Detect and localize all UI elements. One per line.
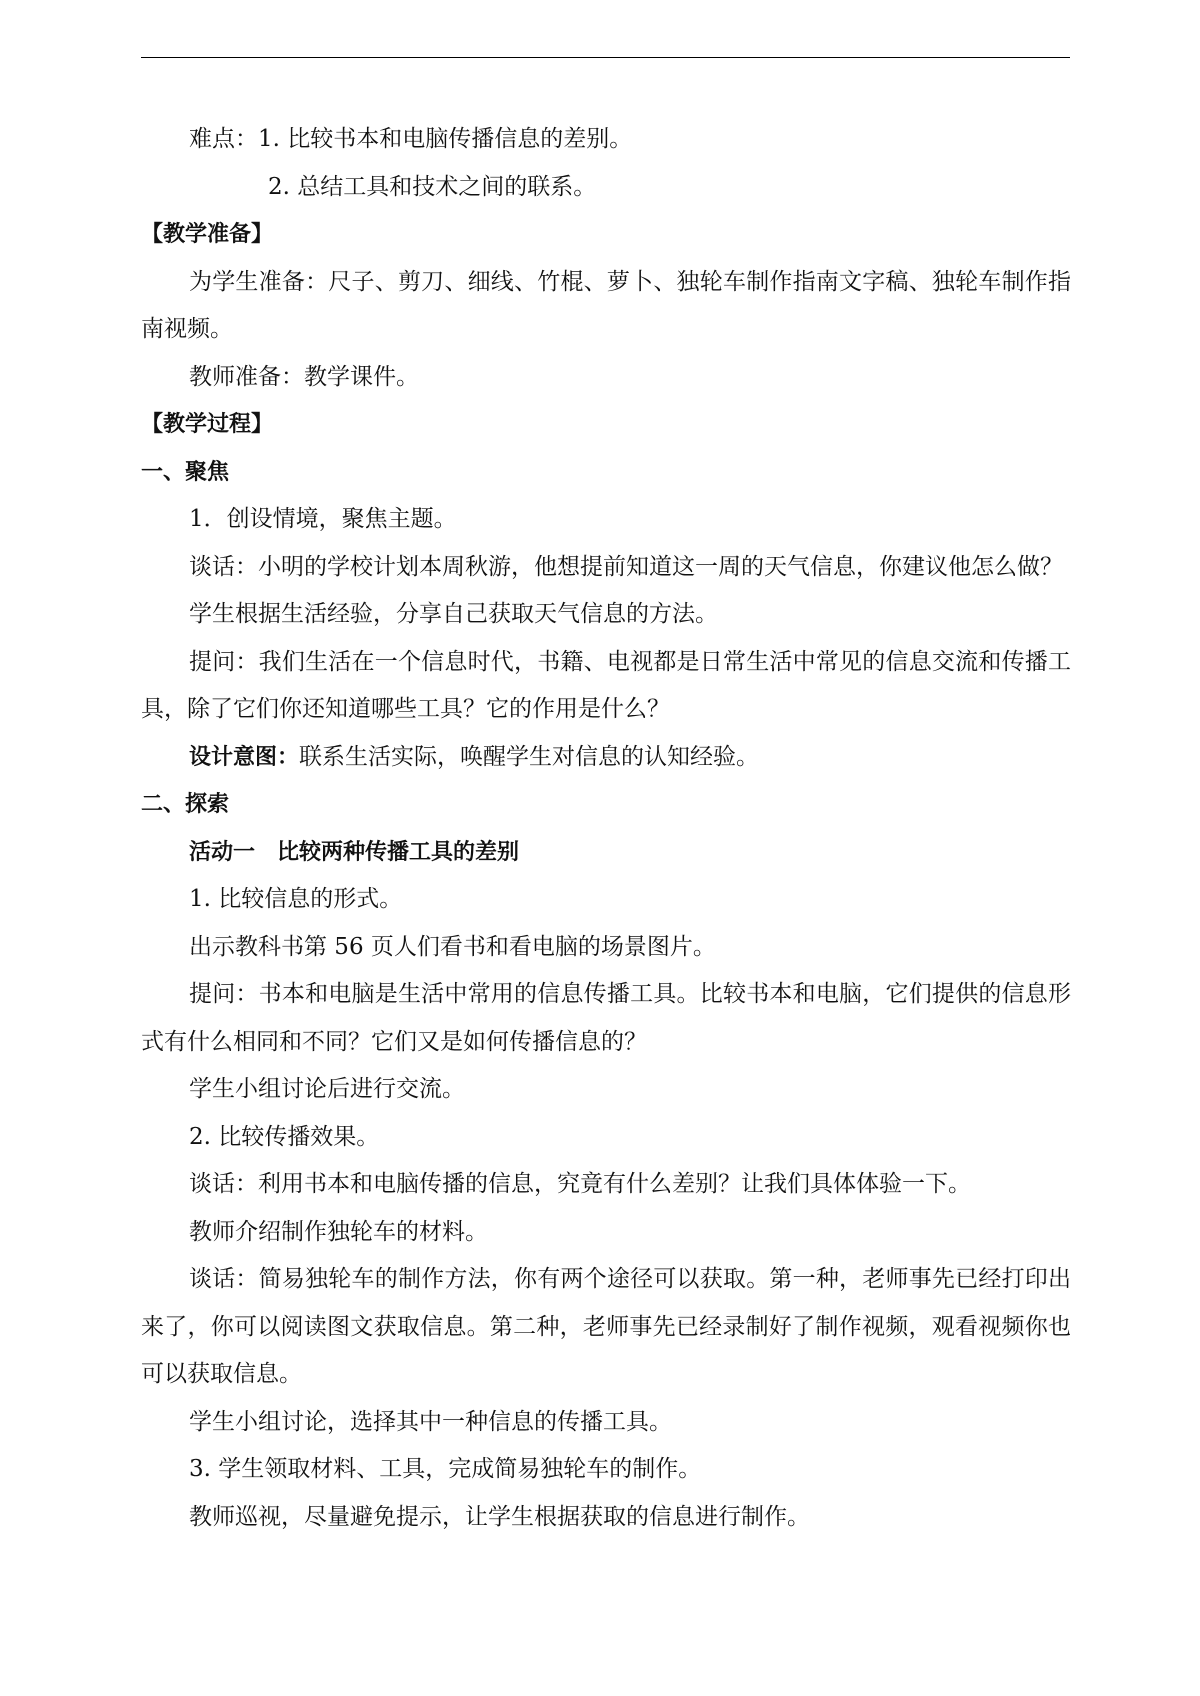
difficulty-line-1: 难点：1. 比较书本和电脑传播信息的差别。 xyxy=(189,126,633,152)
section-explore-heading: 二、探索 xyxy=(141,792,230,817)
design-intent-label: 设计意图： xyxy=(189,744,300,770)
activity-teacher-intro-paragraph: 教师介绍制作独轮车的材料。 xyxy=(189,1218,488,1245)
activity-choose-paragraph: 学生小组讨论，选择其中一种信息的传播工具。 xyxy=(189,1408,672,1435)
activity-item-3: 3. 学生领取材料、工具，完成简易独轮车的制作。 xyxy=(189,1456,702,1482)
section-focus-heading: 一、聚焦 xyxy=(141,459,230,485)
design-intent-paragraph xyxy=(141,734,1071,782)
activity-discuss-paragraph: 学生小组讨论后进行交流。 xyxy=(189,1076,465,1102)
prep-students-paragraph: 为学生准备：尺子、剪刀、细线、竹棍、萝卜、独轮车制作指南文字稿、独轮车制作指南视频。 xyxy=(141,268,1071,342)
design-intent-text: 联系生活实际，唤醒学生对信息的认知经验。 xyxy=(299,743,760,770)
focus-talk-paragraph: 谈话：小明的学校计划本周秋游，他想提前知道这一周的天气信息，你建议他怎么做？ xyxy=(189,553,1063,580)
activity-patrol-paragraph: 教师巡视，尽量避免提示，让学生根据获取的信息进行制作。 xyxy=(189,1503,810,1530)
header-rule xyxy=(141,57,1070,58)
activity-talk-2-paragraph: 谈话：简易独轮车的制作方法，你有两个途径可以获取。第一种，老师事先已经打印出来了，你可以阅读图文获取信息。第二种，老师事先已经录制好了制作视频，观看视频你也可以获取信息。 xyxy=(141,1266,1071,1387)
focus-question-paragraph: 提问：我们生活在一个信息时代，书籍、电视都是日常生活中常见的信息交流和传播工具，除了它们你还知道哪些工具？它的作用是什么？ xyxy=(141,648,1071,722)
document-body xyxy=(141,116,1071,1541)
activity-item-1: 1. 比较信息的形式。 xyxy=(189,886,403,912)
activity-question-paragraph: 提问：书本和电脑是生活中常用的信息传播工具。比较书本和电脑，它们提供的信息形式有什么相同和不同？它们又是如何传播信息的？ xyxy=(141,981,1071,1055)
activity-1-label: 活动一 xyxy=(189,839,256,865)
activity-talk-1-paragraph: 谈话：利用书本和电脑传播的信息，究竟有什么差别？让我们具体体验一下。 xyxy=(189,1171,971,1197)
difficulty-line-2: 2. 总结工具和技术之间的联系。 xyxy=(268,173,597,200)
process-heading: 【教学过程】 xyxy=(141,412,274,437)
activity-item-2: 2. 比较传播效果。 xyxy=(189,1123,380,1150)
focus-students-paragraph: 学生根据生活经验，分享自己获取天气信息的方法。 xyxy=(189,601,718,627)
focus-item-1: 1．创设情境，聚焦主题。 xyxy=(189,506,457,532)
activity-1-heading xyxy=(141,829,1071,877)
prep-teacher-paragraph: 教师准备：教学课件。 xyxy=(189,363,419,390)
activity-show-paragraph: 出示教科书第 56 页人们看书和看电脑的场景图片。 xyxy=(189,933,716,960)
prep-heading: 【教学准备】 xyxy=(141,222,274,247)
activity-1-title: 比较两种传播工具的差别 xyxy=(277,839,520,865)
